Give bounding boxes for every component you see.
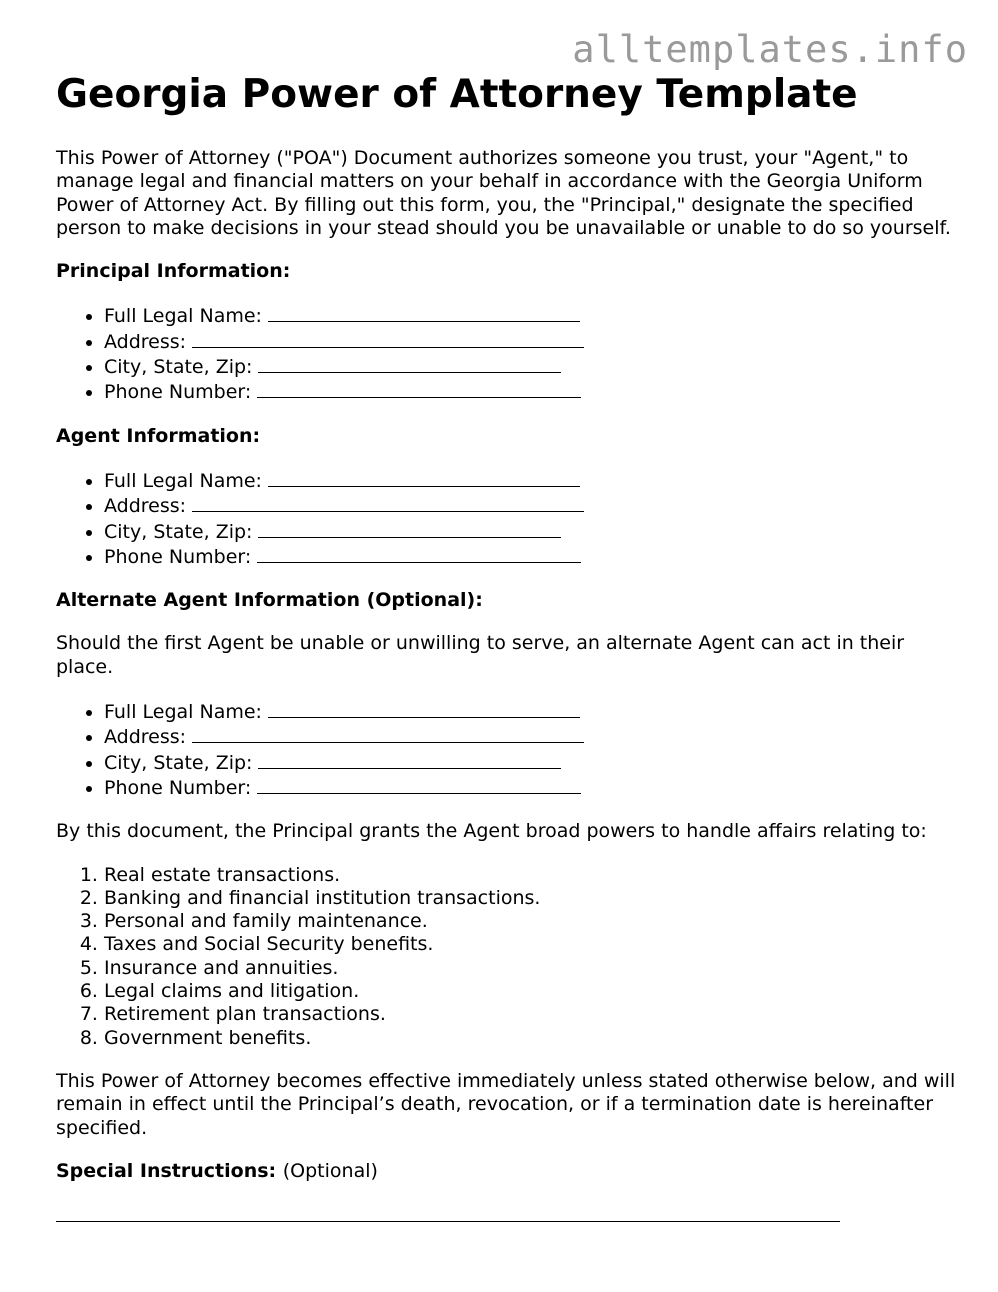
power-item: 3. Personal and family maintenance. <box>104 910 956 933</box>
powers-list <box>56 864 956 1050</box>
special-instructions-label <box>56 1160 956 1183</box>
power-item: 1. Real estate transactions. <box>104 864 956 887</box>
alternate-city-field[interactable]: • City, State, Zip: <box>104 750 956 775</box>
document-page <box>56 70 956 1222</box>
principal-heading: Principal Information: <box>56 260 291 283</box>
power-item: 5. Insurance and annuities. <box>104 957 956 980</box>
power-item: 6. Legal claims and litigation. <box>104 980 956 1003</box>
page-title: Georgia Power of Attorney Template <box>56 72 858 117</box>
alternate-note: Should the first Agent be unable or unwilling to serve, an alternate Agent can act in their place. <box>56 632 905 678</box>
powers-intro: By this document, the Principal grants the Agent broad powers to handle affairs relating to: <box>56 820 927 843</box>
principal-address-field[interactable]: • Address: <box>104 329 956 354</box>
alternate-fields <box>56 699 956 800</box>
principal-name-field[interactable]: • Full Legal Name: <box>104 303 956 328</box>
power-item: 7. Retirement plan transactions. <box>104 1003 956 1026</box>
principal-fields <box>56 303 956 404</box>
principal-city-field[interactable]: • City, State, Zip: <box>104 354 956 379</box>
alternate-address-field[interactable]: • Address: <box>104 724 956 749</box>
effective-paragraph: This Power of Attorney becomes effective immediately unless stated otherwise below, and will remain in effect until the Principal’s death, revocation, or if a termination date is hereinafter specified. <box>56 1069 956 1139</box>
agent-name-field[interactable]: • Full Legal Name: <box>104 468 956 493</box>
alternate-heading: Alternate Agent Information (Optional): <box>56 589 483 612</box>
power-item: 8. Government benefits. <box>104 1027 956 1050</box>
alternate-phone-field[interactable]: • Phone Number: <box>104 775 956 800</box>
watermark: alltemplates.info <box>572 28 968 71</box>
special-instructions-optional: (Optional) <box>282 1159 378 1182</box>
special-instructions-heading: Special Instructions: <box>56 1159 277 1182</box>
power-item: 2. Banking and financial institution transactions. <box>104 887 956 910</box>
intro-paragraph: This Power of Attorney ("POA") Document authorizes someone you trust, your "Agent," to manage legal and financial matters on your behalf in accordance with the Georgia Uniform Power of Attorney Act. By filling out this form, you, the "Principal," designate the specified person to make decisions in your stead should you be unavailable or unable to do so yourself. <box>56 147 951 239</box>
principal-phone-field[interactable]: • Phone Number: <box>104 379 956 404</box>
alternate-name-field[interactable]: • Full Legal Name: <box>104 699 956 724</box>
agent-address-field[interactable]: • Address: <box>104 493 956 518</box>
power-item: 4. Taxes and Social Security benefits. <box>104 933 956 956</box>
agent-heading: Agent Information: <box>56 424 261 447</box>
agent-fields <box>56 468 956 569</box>
agent-phone-field[interactable]: • Phone Number: <box>104 544 956 569</box>
special-instructions-blank[interactable] <box>56 1221 840 1222</box>
agent-city-field[interactable]: • City, State, Zip: <box>104 519 956 544</box>
